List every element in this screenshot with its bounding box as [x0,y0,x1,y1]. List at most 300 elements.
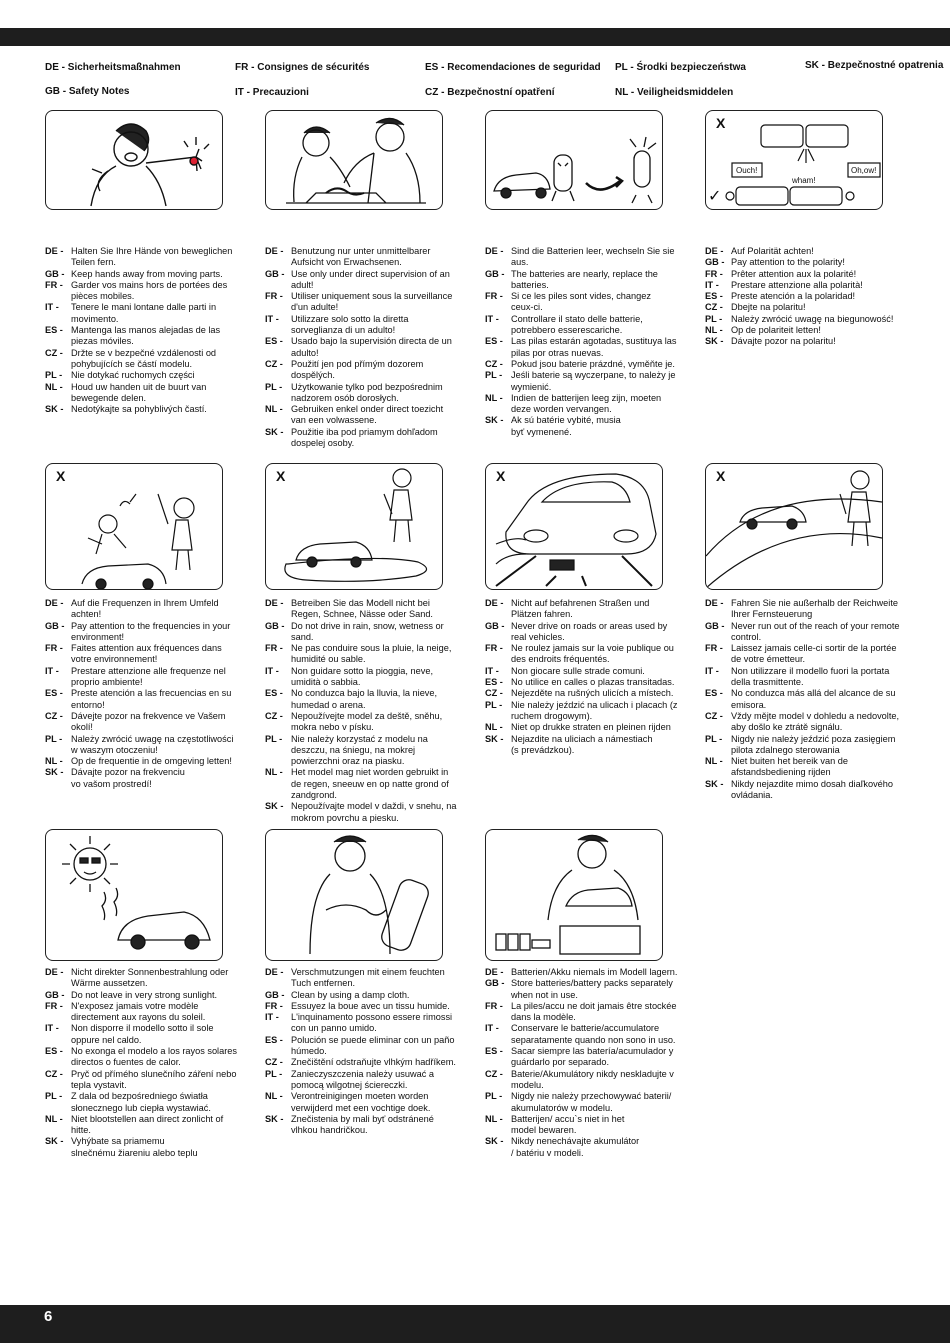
line-text: ruchem drogowym). [511,710,593,721]
line-text: Clean by using a damp cloth. [291,989,410,1000]
language-code [45,1035,71,1046]
language-code [265,257,291,268]
language-code [705,677,731,688]
line-text: directos o fuentes de calor. [71,1057,181,1068]
language-code [265,1080,291,1091]
language-code [265,348,291,359]
text-line [485,745,691,756]
line-text: achten! [71,609,102,620]
line-text: sorveglianza di un adulto! [291,325,396,336]
line-text: Niet buiten het bereik van de [731,756,848,767]
language-code: ES - [45,325,63,336]
text-line [265,1012,471,1023]
header-cz: CZ - Bezpečnostní opatření [425,87,555,98]
language-code [45,1103,71,1114]
language-code [45,700,71,711]
language-code: ES - [265,688,283,699]
text-line [265,359,471,370]
line-text: adulto! [291,347,319,358]
line-text: proprio ambiente! [71,677,143,688]
language-code: NL - [45,381,63,392]
text-line [45,632,251,643]
text-line [265,1103,471,1114]
language-code [265,632,291,643]
line-text: Garder vos mains hors de portées des [71,279,228,290]
line-text: Ne pas conduire sous la pluie, la neige, [291,643,452,654]
language-code: PL - [485,699,503,710]
text-line [265,1023,471,1034]
text-line [265,756,471,767]
text-line [265,632,471,643]
line-text: emisora. [731,699,767,710]
line-text: Auf die Frequenzen in Ihrem Umfeld [71,598,219,608]
text-line [485,370,691,381]
language-code [485,711,511,722]
line-text: Faites attention aux fréquences dans [71,643,222,654]
language-code: DE - [45,967,64,977]
text-block-public-road [485,598,691,756]
line-text: Ne roulez jamais sur la voie publique ou [511,643,674,654]
language-code [45,359,71,370]
line-text: Never drive on roads or areas used by [511,620,668,631]
language-code: DE - [705,598,724,608]
text-block-moving-parts [45,246,251,415]
text-line [485,722,691,733]
line-text: tepla vystavit. [71,1079,127,1090]
text-line [485,621,691,632]
text-line [485,598,691,609]
language-code: SK - [265,426,284,437]
text-line [265,1069,471,1080]
line-text: ovládania. [731,790,773,801]
line-text: Aufsicht von Erwachsenen. [291,257,402,268]
line-text: Benutzung nur unter unmittelbarer [291,246,431,256]
text-line [265,711,471,722]
line-text: Pay attention to the polarity! [731,257,845,268]
text-line [485,348,691,359]
text-line [45,1091,251,1102]
language-code: DE - [705,246,724,256]
language-code [45,257,71,268]
text-line [45,609,251,620]
text-line [705,291,911,302]
line-text: Nikdy nejazdite mimo dosah diaľkového [731,778,894,789]
text-line [45,1080,251,1091]
text-line [705,609,911,620]
text-line [485,246,691,257]
line-text: Betreiben Sie das Modell nicht bei [291,598,430,608]
line-text: votre environnement! [71,654,158,665]
language-code [265,393,291,404]
text-line [265,1091,471,1102]
line-text: d'un adulte! [291,302,339,313]
line-text: Nie dotykać ruchomych części [71,370,195,381]
line-text: Nedotýkajte sa pohyblivých častí. [71,404,207,415]
line-text: Sacar siempre las batería/acumulador y [511,1046,674,1057]
language-code [705,654,731,665]
line-text: Nicht auf befahrenen Straßen und [511,598,650,608]
ouch-label: Ouch! [736,166,758,175]
language-code: DE - [45,246,64,256]
forbidden-mark: X [716,115,726,131]
line-text: Auf Polarität achten! [731,246,814,256]
language-code: SK - [265,801,284,812]
language-code [485,302,511,313]
language-code [485,280,511,291]
language-code: PL - [45,1091,63,1102]
line-text: entorno! [71,699,105,710]
text-line [45,722,251,733]
text-line [485,427,691,438]
language-code: DE - [265,598,284,608]
language-code [705,722,731,733]
line-text: Tuch entfernen. [291,978,356,989]
text-line [485,1136,691,1147]
line-text: Ak sú batérie vybité, musia [511,415,621,426]
text-line [485,734,691,745]
line-text: Dávajte pozor na polaritu! [731,336,836,347]
language-code: DE - [485,967,504,977]
language-code [45,291,71,302]
line-text: environment! [71,631,125,642]
text-line [265,291,471,302]
text-line [485,967,691,978]
language-code: FR - [705,643,723,654]
top-bar [0,28,950,46]
line-text: Plätzen fahren. [511,609,573,620]
language-code [485,427,511,438]
language-code [45,393,71,404]
text-line [485,1035,691,1046]
text-line [705,302,911,313]
line-text: The batteries are nearly, replace the [511,268,658,279]
line-text: pilota zdalnego sterowania [731,744,840,755]
language-code [485,325,511,336]
language-code: FR - [45,1000,63,1011]
text-line [45,1023,251,1034]
language-code [265,280,291,291]
line-text: con un panno umido. [291,1023,377,1034]
text-line [45,393,251,404]
language-code: GB - [45,989,65,1000]
text-line [45,1001,251,1012]
language-code: PL - [265,381,283,392]
line-text: Store batteries/battery packs separately [511,978,673,989]
text-line [45,643,251,654]
language-code [265,779,291,790]
line-text: model bewaren. [511,1125,577,1136]
text-line [485,700,691,711]
line-text: pilas por otras nuevas. [511,347,604,358]
line-text: Verontreinigingen moeten worden [291,1091,429,1102]
line-text: Las pilas estarán agotadas, sustituya las [511,336,677,347]
language-code: CZ - [485,688,503,699]
line-text: verwijderd met een vochtige doek. [291,1102,431,1113]
language-code: CZ - [265,1057,283,1068]
text-line [45,1136,251,1147]
header-de: DE - Sicherheitsmaßnahmen [45,62,181,73]
language-code: NL - [265,1091,283,1102]
text-line [265,302,471,313]
text-line [45,302,251,313]
text-line [485,1114,691,1125]
language-code [485,382,511,393]
text-line [265,978,471,989]
line-text: hitte. [71,1125,91,1136]
line-text: dospělých. [291,370,335,381]
line-text: No conduzca bajo la lluvia, la nieve, [291,688,438,699]
line-text: Znečistenia by mali byť odstránené [291,1113,434,1124]
line-text: Použitie iba pod priamym dohľadom [291,426,438,437]
text-line [485,711,691,722]
language-code [485,632,511,643]
text-line [485,359,691,370]
text-line [265,734,471,745]
text-line [265,1125,471,1136]
language-code: IT - [265,313,279,324]
line-text: Pryč od přímého slunečního záření nebo [71,1068,237,1079]
text-line [705,666,911,677]
language-code [485,1012,511,1023]
language-code [265,756,291,767]
text-line [45,978,251,989]
text-line [485,291,691,302]
line-text: separatamente quando non sono in uso. [511,1034,676,1045]
language-code: DE - [45,598,64,608]
line-text: húmedo. [291,1046,327,1057]
language-code: PL - [265,1068,283,1079]
language-code [265,978,291,989]
line-text: Wärme aussetzen. [71,978,148,989]
text-line [45,734,251,745]
text-line [705,269,911,280]
language-code [45,654,71,665]
language-code [45,1080,71,1091]
language-code: IT - [45,1023,59,1034]
illustration-frequencies [45,463,223,590]
text-line [705,643,911,654]
text-line [45,756,251,767]
text-line [45,745,251,756]
line-text: Utiliser uniquement sous la surveillance [291,291,453,302]
language-code: GB - [705,257,725,268]
text-block-cleaning [265,967,471,1136]
text-line [45,325,251,336]
line-text: Vždy mějte model v dohledu a nedovolte, [731,710,900,721]
text-line [705,779,911,790]
line-text: / batériu v modeli. [511,1147,584,1158]
line-text: Niet op drukke straten en pleinen rijden [511,722,671,733]
language-code [265,745,291,756]
line-text: Keep hands away from moving parts. [71,268,223,279]
text-line [265,790,471,801]
line-text: Do not leave in very strong sunlight. [71,989,218,1000]
line-text: mokra nebo v písku. [291,722,374,733]
text-line [485,1012,691,1023]
line-text: byť vymenené. [511,426,572,437]
line-text: potrebbero esserescariche. [511,325,623,336]
wham-label: wham! [792,176,816,185]
line-text: Utilizzare solo sotto la diretta [291,313,409,324]
bottom-bar [0,1305,950,1343]
language-code: FR - [265,291,283,302]
line-text: Non utilizzare il modello fuori la portata [731,665,890,676]
line-text: dans la modèle. [511,1012,576,1023]
language-code [485,1057,511,1068]
text-line [485,990,691,1001]
language-code: ES - [485,677,503,688]
text-line [705,246,911,257]
text-line [265,677,471,688]
line-text: modelu. [511,1079,544,1090]
language-code: ES - [485,336,503,347]
text-line [45,382,251,393]
language-code [485,745,511,756]
text-line [45,246,251,257]
text-line [265,415,471,426]
language-code [485,1125,511,1136]
language-code: GB - [45,268,65,279]
language-code [265,438,291,449]
line-text: aus. [511,257,529,268]
text-line [45,1103,251,1114]
language-code [45,1057,71,1068]
text-line [45,688,251,699]
text-line [45,370,251,381]
line-text: Fahren Sie nie außerhalb der Reichweite [731,598,898,608]
line-text: Nie należy korzystać z modelu na [291,733,428,744]
language-code: CZ - [705,302,723,313]
language-code: PL - [45,733,63,744]
language-code: CZ - [265,710,283,721]
text-line [45,1035,251,1046]
text-line [485,325,691,336]
language-code [265,302,291,313]
text-line [265,722,471,733]
language-code [265,1125,291,1136]
line-text: Ihrer Fernsteuerung [731,609,813,620]
language-code [45,722,71,733]
line-text: N'exposez jamais votre modèle [71,1000,199,1011]
text-line [265,688,471,699]
language-code: ES - [485,1046,503,1057]
line-text: des endroits fréquentés. [511,654,610,665]
language-code [265,722,291,733]
text-line [485,1125,691,1136]
line-text: van een volwassene. [291,415,377,426]
language-code: SK - [485,1136,504,1147]
header-es: ES - Recomendaciones de seguridad [425,62,601,73]
text-line [485,632,691,643]
language-code [265,1103,291,1114]
text-line [45,700,251,711]
language-code: PL - [265,733,283,744]
line-text: Jeśli baterie są wyczerpane, to należy je [511,370,676,381]
line-text: Never run out of the reach of your remote [731,620,900,631]
language-code: CZ - [265,358,283,369]
line-text: Nie należy jeździć na ulicach i placach (z [511,699,678,710]
line-text: Op de frequentie in de omgeving letten! [71,756,232,767]
line-text: sand. [291,631,314,642]
line-text: Polución se puede eliminar con un paño [291,1034,455,1045]
forbidden-mark: X [496,468,506,484]
line-text: akumulatorów w modelu. [511,1102,613,1113]
language-code: GB - [265,989,285,1000]
text-line [485,1103,691,1114]
line-text: Nigdy nie należy przechowywać baterii/ [511,1091,672,1102]
text-line [485,302,691,313]
text-line [705,790,911,801]
line-text: Tenere le mani lontane dalle parti in [71,302,217,313]
text-line [265,666,471,677]
line-text: Nigdy nie należy jeździć poza zasięgiem [731,733,896,744]
language-code [265,654,291,665]
header-gb: GB - Safety Notes [45,86,130,97]
text-line [265,609,471,620]
text-block-weather [265,598,471,824]
line-text: humedad o arena. [291,699,366,710]
text-line [265,382,471,393]
text-line [265,990,471,1001]
ohow-label: Oh,ow! [851,166,877,175]
text-line [265,779,471,790]
line-text: w waszym otoczeniu! [71,744,158,755]
text-line [485,643,691,654]
text-line [45,1057,251,1068]
line-text: Houd uw handen uit de buurt van [71,381,207,392]
illustration-moving-parts [45,110,223,210]
text-line [45,990,251,1001]
language-code: NL - [265,404,283,415]
illustration-weather [265,463,443,590]
language-code: GB - [705,620,725,631]
language-code [265,790,291,801]
text-line [705,314,911,325]
text-line [265,801,471,812]
line-text: Nejezděte na rušných ulicích a místech. [511,688,674,699]
line-text: humidité ou sable. [291,654,366,665]
line-text: Preste atención a la polaridad! [731,291,856,302]
line-text: Het model mag niet worden gebruikt in [291,767,449,778]
language-code [265,677,291,688]
language-code: ES - [705,291,723,302]
language-code: CZ - [485,358,503,369]
text-line [265,257,471,268]
language-code [45,745,71,756]
text-line [705,767,911,778]
text-line [485,1091,691,1102]
text-line [265,1046,471,1057]
line-text: Teilen fern. [71,257,116,268]
text-line [485,314,691,325]
language-code: IT - [485,1023,499,1034]
language-code: NL - [45,1113,63,1124]
text-line [265,336,471,347]
text-line [485,269,691,280]
text-line [485,1148,691,1159]
line-text: Usado bajo la supervisión directa de un [291,336,452,347]
line-text: de votre émetteur. [731,654,806,665]
text-line [705,325,911,336]
line-text: Si ce les piles sont vides, changez [511,291,651,302]
text-line [45,1125,251,1136]
text-line [45,1046,251,1057]
line-text: dospelej osoby. [291,438,355,449]
line-text: Indien de batterijen leeg zijn, moeten [511,392,662,403]
line-text: Mantenga las manos alejadas de las [71,325,221,336]
line-text: Z dala od bezpośredniego światła [71,1091,208,1102]
line-text: oppure nel caldo. [71,1034,142,1045]
